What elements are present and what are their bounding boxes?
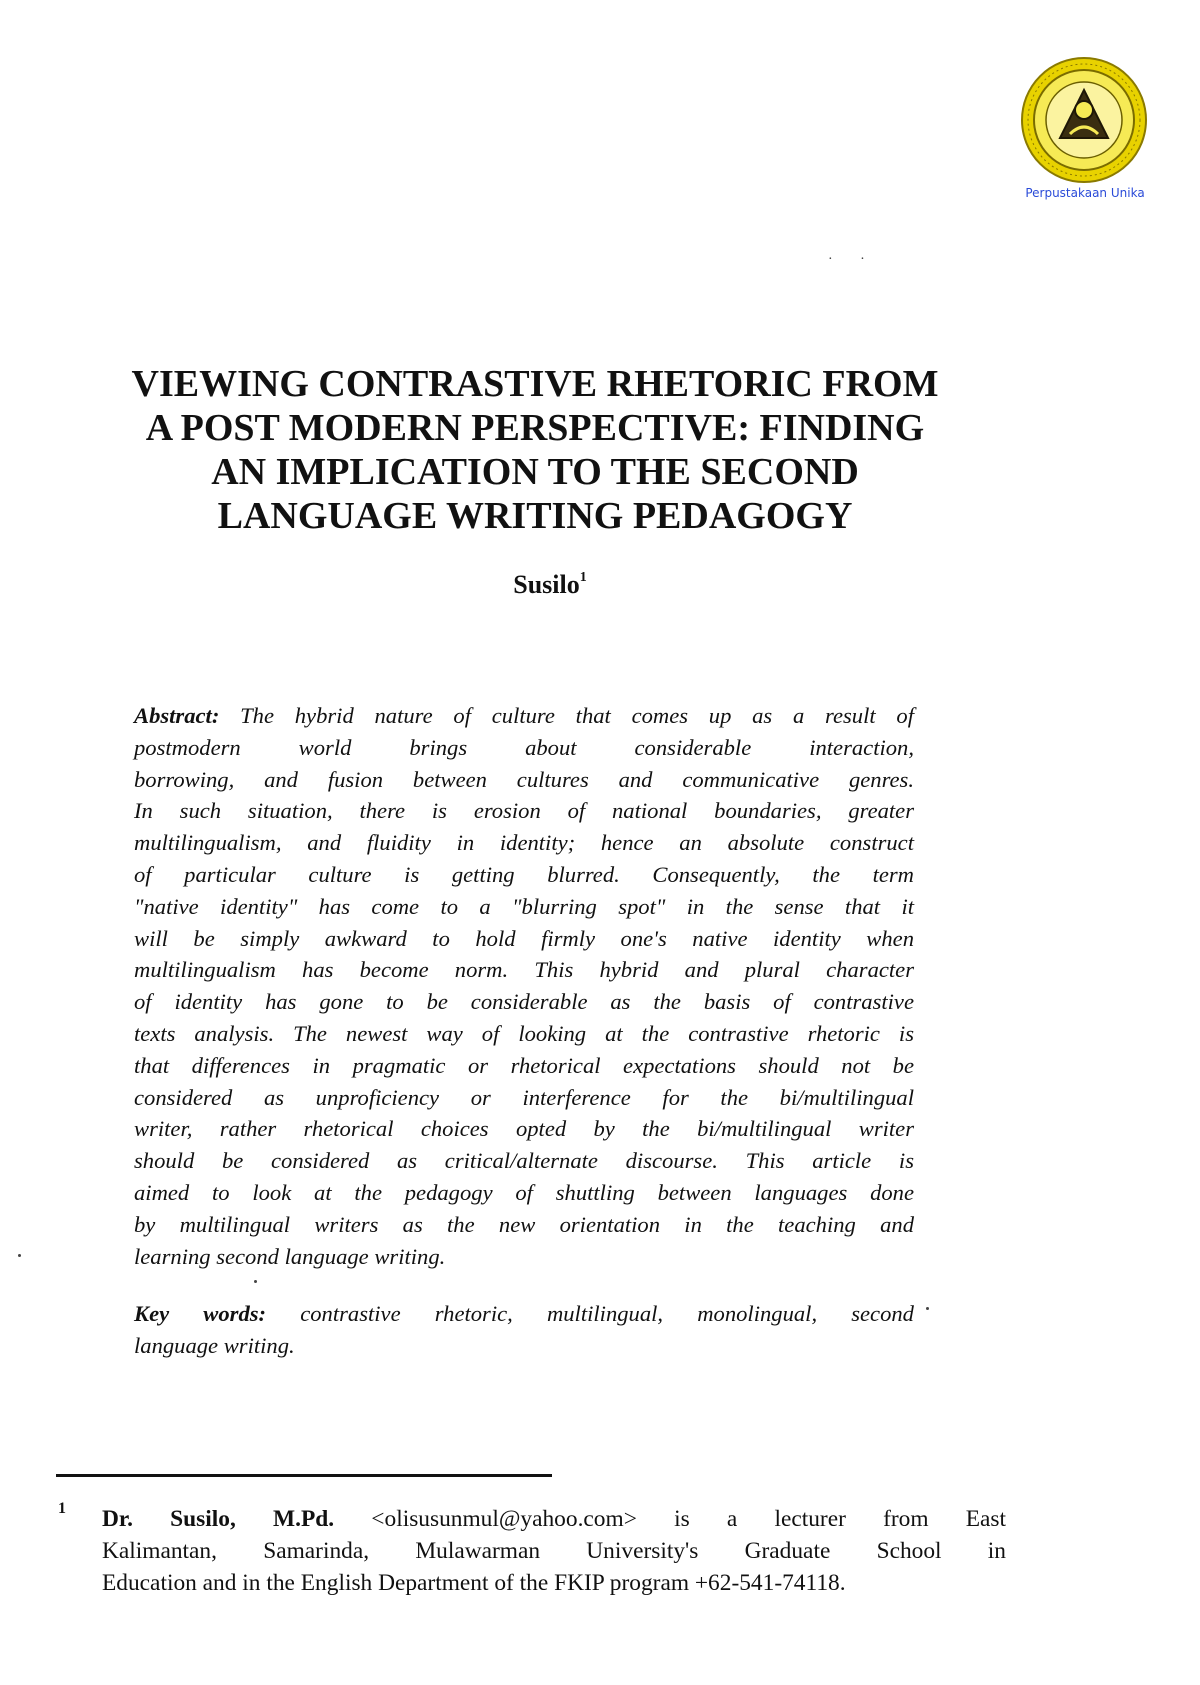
paper-title — [60, 362, 1010, 538]
abstract-line: multilingualism has become norm. This hybrid and plural character — [134, 957, 914, 983]
abstract-line: will be simply awkward to hold firmly one's native identity when — [134, 925, 914, 951]
title-line: AN IMPLICATION TO THE SECOND — [211, 451, 859, 493]
abstract-line: of identity has gone to be considerable as the basis of contrastive — [134, 989, 914, 1015]
keywords-label: Key words: — [134, 1301, 267, 1326]
abstract-line — [134, 700, 914, 732]
author-byline — [400, 570, 700, 600]
scan-speck — [254, 1280, 257, 1283]
abstract-line: learning second language writing. — [134, 1243, 446, 1269]
abstract-line: that differences in pragmatic or rhetorical expectations should not be — [134, 1052, 914, 1078]
seal-emblem — [1022, 58, 1146, 182]
footnote-separator — [56, 1474, 552, 1477]
abstract-first-text: The hybrid nature of culture that comes up as a result of — [219, 703, 914, 728]
university-seal-logo — [1018, 54, 1150, 186]
footnote — [102, 1503, 1006, 1599]
footnote-author-name: Dr. Susilo, M.Pd. — [102, 1506, 335, 1532]
abstract-line: In such situation, there is erosion of national boundaries, greater — [134, 798, 914, 824]
abstract-line: aimed to look at the pedagogy of shuttling between languages done — [134, 1179, 914, 1205]
abstract-line: by multilingual writers as the new orientation in the teaching and — [134, 1211, 914, 1237]
abstract-line: postmodern world brings about considerable interaction, — [134, 734, 914, 760]
logo-caption: Perpustakaan Unika — [1025, 186, 1145, 200]
title-line: LANGUAGE WRITING PEDAGOGY — [217, 495, 853, 537]
scan-speck — [926, 1307, 929, 1310]
scan-speck — [18, 1254, 21, 1257]
footnote-mark: 1 — [58, 1500, 66, 1517]
keywords-text: contrastive rhetoric, multilingual, monolingual, second — [266, 1301, 914, 1326]
abstract-line: texts analysis. The newest way of looking at the contrastive rhetoric is — [134, 1020, 914, 1046]
keywords — [134, 1298, 914, 1362]
footnote-line: Education and in the English Department of the FKIP program +62-541-74118. — [102, 1570, 846, 1596]
footnote-line: Kalimantan, Samarinda, Mulawarman University's Graduate School in — [102, 1538, 1006, 1564]
abstract-line: considered as unproficiency or interference for the bi/multilingual — [134, 1084, 914, 1110]
keywords-line — [134, 1298, 914, 1330]
abstract — [134, 700, 914, 1272]
scan-specks: · · — [828, 252, 877, 267]
footnote-email-text: <olisusunmul@yahoo.com> is a lecturer from East — [334, 1506, 1006, 1532]
abstract-line: borrowing, and fusion between cultures and communicative genres. — [134, 766, 914, 792]
title-line: VIEWING CONTRASTIVE RHETORIC FROM — [131, 363, 939, 405]
footnote-line — [102, 1503, 1006, 1535]
keywords-line: language writing. — [134, 1333, 295, 1358]
author-footnote-mark: 1 — [579, 570, 587, 586]
abstract-line: writer, rather rhetorical choices opted by the bi/multilingual writer — [134, 1116, 914, 1142]
title-line: A POST MODERN PERSPECTIVE: FINDING — [145, 407, 925, 449]
abstract-label: Abstract: — [134, 703, 220, 728]
author-name: Susilo — [513, 570, 580, 599]
abstract-line: multilingualism, and fluidity in identity; hence an absolute construct — [134, 830, 914, 856]
abstract-line: "native identity" has come to a "blurring spot" in the sense that it — [134, 893, 914, 919]
abstract-line: of particular culture is getting blurred. Consequently, the term — [134, 861, 914, 887]
abstract-line: should be considered as critical/alternate discourse. This article is — [134, 1148, 914, 1174]
